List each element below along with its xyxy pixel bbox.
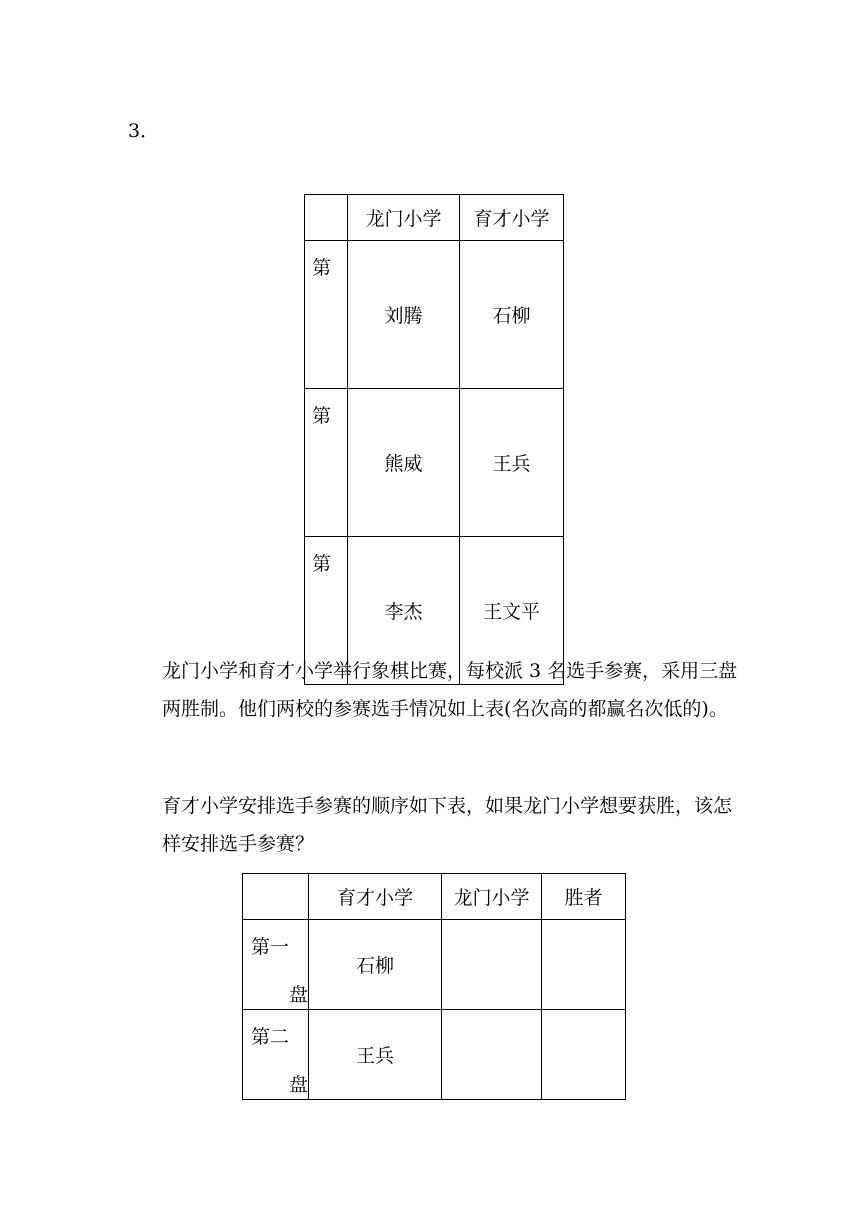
- round-label-top: 第二: [251, 1026, 290, 1048]
- problem-question: 育才小学安排选手参赛的顺序如下表，如果龙门小学想要获胜，该怎样安排选手参赛？: [162, 795, 733, 855]
- question-number: 3．: [128, 120, 160, 142]
- yucai-player: 石柳: [460, 241, 564, 389]
- yucai-player: 王文平: [460, 537, 564, 685]
- problem-description: 龙门小学和育才小学举行象棋比赛，每校派 3 名选手参赛，采用三盘两胜制。他们两校的参赛选手情况如上表(名次高的都赢名次低的)。: [162, 660, 738, 720]
- yucai-player: 王兵: [309, 1010, 442, 1100]
- header-corner-cell: [305, 195, 348, 241]
- round-label-bottom: 盘: [288, 984, 308, 1006]
- table-row: [243, 1010, 626, 1100]
- longmen-player: 刘腾: [348, 241, 460, 389]
- header-longmen: 龙门小学: [442, 874, 542, 920]
- header-yucai: 育才小学: [460, 195, 564, 241]
- header-longmen: 龙门小学: [348, 195, 460, 241]
- yucai-player: 石柳: [309, 920, 442, 1010]
- round-label-bottom: 盘: [288, 1074, 308, 1096]
- match-order-table: [242, 873, 626, 1100]
- winner-blank: [542, 920, 626, 1010]
- table-row: [243, 920, 626, 1010]
- rank-label: 第: [305, 537, 348, 685]
- longmen-player-blank: [442, 920, 542, 1010]
- longmen-player: 熊威: [348, 389, 460, 537]
- longmen-player-blank: [442, 1010, 542, 1100]
- round-label: [243, 1010, 309, 1100]
- winner-blank: [542, 1010, 626, 1100]
- longmen-player: 李杰: [348, 537, 460, 685]
- rank-label: 第: [305, 241, 348, 389]
- table-header-row: [305, 195, 564, 241]
- table-row: [305, 389, 564, 537]
- header-corner-cell: [243, 874, 309, 920]
- round-label: [243, 920, 309, 1010]
- header-winner: 胜者: [542, 874, 626, 920]
- players-ranking-table: [304, 194, 564, 685]
- rank-label: 第: [305, 389, 348, 537]
- table-row: [305, 241, 564, 389]
- round-label-top: 第一: [251, 936, 290, 958]
- table-header-row: [243, 874, 626, 920]
- header-yucai: 育才小学: [309, 874, 442, 920]
- yucai-player: 王兵: [460, 389, 564, 537]
